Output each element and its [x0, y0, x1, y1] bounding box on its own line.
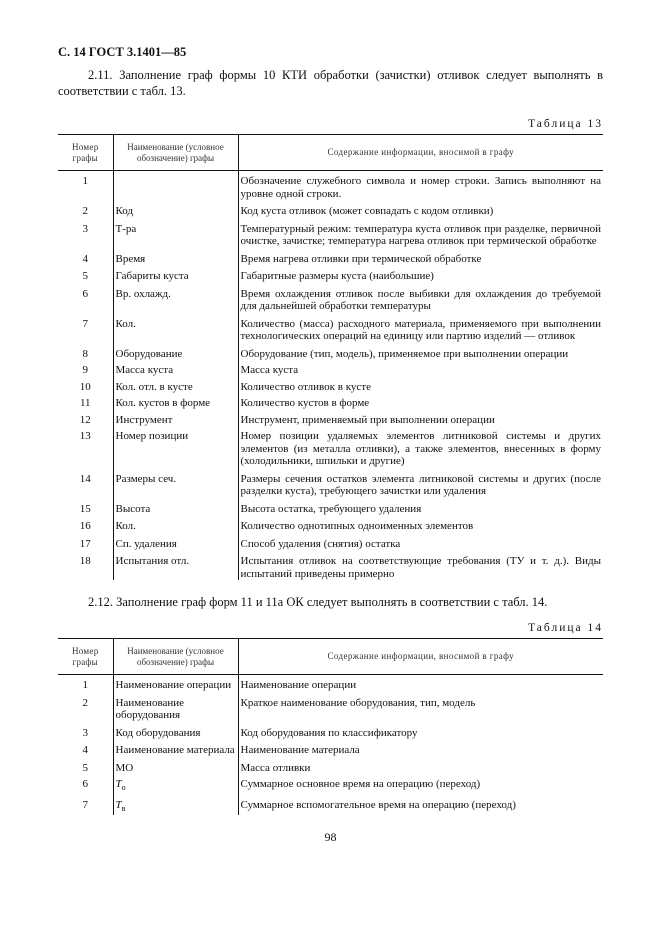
page-number: 98 — [324, 830, 337, 844]
page-header: С. 14 ГОСТ 3.1401—85 — [58, 45, 187, 59]
row-name: Кол. — [113, 313, 238, 343]
table-row — [58, 550, 603, 580]
row-name: Испытания отл. — [113, 550, 238, 580]
row-name: Габариты куста — [113, 265, 238, 283]
row-name: Т-ра — [113, 218, 238, 248]
row-content: Обозначение служебного символа и номер строки. Запись выполняют на уровне одной строки. — [240, 175, 601, 200]
row-content: Время охлаждения отливок после выбивки для охлаждения до требуемой для дальнейшей обработки температуры — [240, 287, 601, 312]
table-13-header-name: Наименование (условное обозначение) графы — [113, 135, 238, 171]
table-row — [58, 393, 603, 410]
row-number: 9 — [82, 364, 88, 376]
row-name-subscript: о — [121, 783, 126, 793]
row-number: 16 — [79, 520, 91, 532]
table-14-caption: Таблица 14 — [528, 622, 603, 634]
table-row — [58, 200, 603, 218]
row-content: Код куста отливок (может совпадать с кодом отливки) — [240, 205, 494, 217]
row-number: 2 — [82, 205, 88, 217]
table-row — [58, 757, 603, 775]
row-name: Наименование операции — [113, 675, 238, 692]
row-name: Номер позиции — [113, 426, 238, 468]
row-content: Наименование операции — [240, 679, 357, 691]
row-content: Оборудование (тип, модель), применяемое при выполнении операции — [240, 347, 569, 360]
row-number: 4 — [82, 252, 88, 265]
row-number: 4 — [82, 744, 88, 756]
row-number: 2 — [82, 696, 88, 709]
row-name: Оборудование — [113, 343, 238, 361]
row-name: Кол. — [113, 515, 238, 533]
row-name: Сп. удаления — [113, 533, 238, 551]
row-name — [113, 795, 238, 816]
row-number: 3 — [82, 222, 88, 235]
row-name: Наименование материала — [113, 739, 238, 757]
row-number: 1 — [82, 175, 88, 187]
table-row — [58, 343, 603, 361]
row-name: Высота — [113, 498, 238, 516]
row-number: 5 — [82, 761, 88, 774]
row-number: 1 — [82, 679, 88, 691]
row-number: 13 — [79, 430, 91, 442]
table-row — [58, 313, 603, 343]
row-content: Количество кустов в форме — [240, 397, 370, 409]
row-name-subscript: в — [121, 803, 126, 813]
table-14 — [58, 638, 603, 815]
table-row — [58, 515, 603, 533]
row-name: Код оборудования — [113, 722, 238, 740]
row-name: Масса куста — [113, 360, 238, 377]
row-number: 7 — [82, 798, 88, 811]
row-content: Инструмент, применяемый при выполнении операции — [240, 413, 495, 426]
row-name: Вр. охлажд. — [113, 283, 238, 313]
table-row — [58, 265, 603, 283]
table-row — [58, 377, 603, 394]
row-number: 10 — [79, 380, 91, 393]
table-14-header-number: Номер графы — [58, 639, 113, 675]
row-content: Габаритные размеры куста (наибольшие) — [240, 270, 434, 282]
row-number: 7 — [82, 317, 88, 330]
row-number: 11 — [79, 397, 91, 409]
row-content: Способ удаления (снятия) остатка — [240, 537, 401, 550]
row-content: Наименование материала — [240, 744, 360, 756]
table-row — [58, 739, 603, 757]
row-number: 8 — [82, 347, 88, 360]
row-name-symbol: T — [115, 778, 122, 790]
row-content: Масса отливки — [240, 761, 311, 774]
table-row — [58, 692, 603, 722]
row-content: Масса куста — [240, 364, 299, 376]
row-name — [113, 171, 238, 201]
row-content: Температурный режим: температура куста отливок при разделке, первичной очистке, зачистке; температура нагрева отливок при термической обработке — [240, 222, 601, 247]
row-name: Время — [113, 248, 238, 266]
row-content: Количество отливок в кусте — [240, 380, 371, 393]
table-13 — [58, 134, 603, 580]
row-content: Количество (масса) расходного материала, применяемого при выполнении технологических операций на единицу или партию изделий — отливок — [240, 317, 601, 342]
table-row — [58, 426, 603, 468]
row-content: Время нагрева отливки при термической обработке — [240, 252, 482, 265]
row-name: Наименование оборудования — [113, 692, 238, 722]
row-name: Кол. отл. в кусте — [113, 377, 238, 394]
row-content: Размеры сечения остатков элемента литниковой системы и других (после разделки куста), требующего зачистки или удаления — [240, 472, 601, 497]
table-row — [58, 410, 603, 427]
row-number: 15 — [79, 502, 91, 515]
row-number: 12 — [79, 413, 91, 426]
table-row — [58, 283, 603, 313]
row-name: Кол. кустов в форме — [113, 393, 238, 410]
row-content: Высота остатка, требующего удаления — [240, 502, 422, 515]
paragraph-2-12: 2.12. Заполнение граф форм 11 и 11а ОК следует выполнять в соответствии с табл. 14. — [88, 595, 548, 609]
table-row — [58, 774, 603, 795]
row-name: Инструмент — [113, 410, 238, 427]
row-content: Количество однотипных одноименных элементов — [240, 520, 474, 532]
row-number: 5 — [82, 270, 88, 282]
table-13-header-content: Содержание информации, вносимой в графу — [238, 135, 603, 171]
row-number: 18 — [79, 555, 91, 567]
table-row — [58, 795, 603, 816]
paragraph-2-11: 2.11. Заполнение граф формы 10 КТИ обработки (зачистки) отливок следует выполнять в соответствии с табл. 13. — [58, 68, 603, 98]
table-row — [58, 722, 603, 740]
row-number: 6 — [82, 287, 88, 300]
table-13-caption: Таблица 13 — [528, 118, 603, 130]
table-row — [58, 360, 603, 377]
table-row — [58, 468, 603, 498]
table-row — [58, 218, 603, 248]
row-name: Код — [113, 200, 238, 218]
row-content: Суммарное основное время на операцию (переход) — [240, 778, 481, 790]
table-row — [58, 675, 603, 692]
row-name — [113, 774, 238, 795]
table-13-header-number: Номер графы — [58, 135, 113, 171]
table-row — [58, 171, 603, 201]
row-content: Краткое наименование оборудования, тип, модель — [240, 696, 476, 709]
row-name: МО — [113, 757, 238, 775]
row-name: Размеры сеч. — [113, 468, 238, 498]
table-14-header-name: Наименование (условное обозначение) графы — [113, 639, 238, 675]
row-number: 17 — [79, 537, 91, 550]
row-number: 6 — [82, 778, 88, 790]
table-row — [58, 533, 603, 551]
row-content: Испытания отливок на соответствующие требования (ТУ и т. д.). Виды испытаний приведены примерно — [240, 555, 601, 580]
row-number: 3 — [82, 726, 88, 739]
row-content: Номер позиции удаляемых элементов литниковой системы и других элементов (из металла отливки), а также элементов, внесенных в форму (холодильники, шпильки и другие) — [240, 430, 601, 467]
row-content: Суммарное вспомогательное время на операцию (переход) — [240, 798, 516, 811]
table-row — [58, 498, 603, 516]
table-14-header-content: Содержание информации, вносимой в графу — [238, 639, 603, 675]
row-content: Код оборудования по классификатору — [240, 726, 418, 739]
table-row — [58, 248, 603, 266]
row-name-symbol: T — [115, 798, 122, 811]
row-number: 14 — [79, 472, 91, 485]
